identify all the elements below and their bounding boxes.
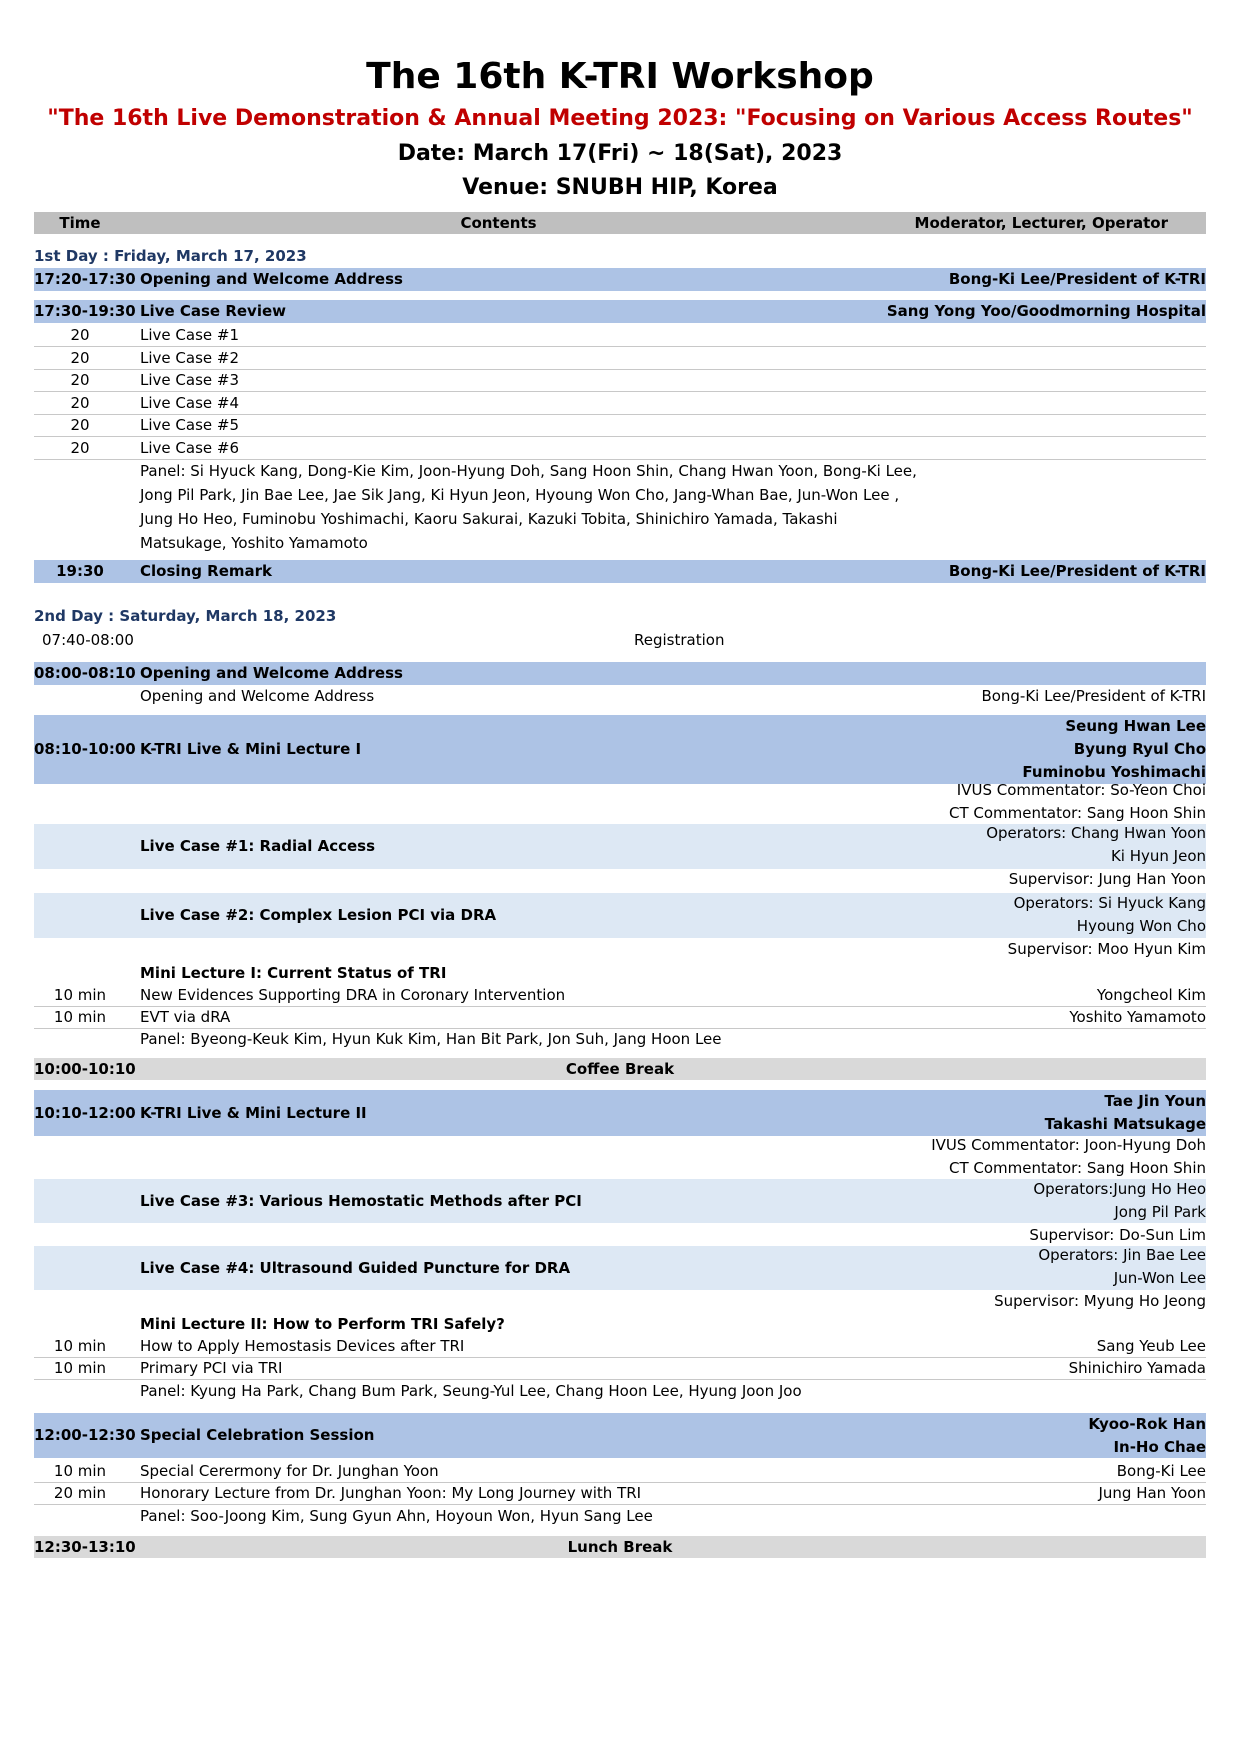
operator: Operators:Jung Ho Heo <box>1033 1180 1206 1198</box>
day1-closing-row <box>34 560 1206 583</box>
session-title: K-TRI Live & Mini Lecture I <box>140 740 362 758</box>
commentator: IVUS Commentator: So-Yeon Choi <box>956 781 1206 799</box>
item-title: Special Cerermony for Dr. Junghan Yoon <box>140 1462 439 1480</box>
case-title: Live Case #4: Ultrasound Guided Puncture for DRA <box>140 1259 571 1277</box>
supervisor: Supervisor: Jung Han Yoon <box>1008 870 1206 888</box>
operators <box>1029 1178 1206 1247</box>
break-title: Lunch Break <box>567 1538 673 1556</box>
moderators <box>1088 1413 1206 1459</box>
duration: 20 <box>70 394 90 412</box>
session-title: Opening and Welcome Address <box>140 270 403 288</box>
table-row <box>34 347 1206 370</box>
commentator: CT Commentator: Sang Hoon Shin <box>949 1159 1206 1177</box>
duration: 20 min <box>53 1484 107 1502</box>
time: 17:20-17:30 <box>34 270 136 288</box>
time: 12:00-12:30 <box>34 1426 136 1444</box>
item-title: Live Case #4 <box>140 394 239 412</box>
session-title: Closing Remark <box>140 562 273 580</box>
operators <box>994 1244 1206 1313</box>
time: 08:00-08:10 <box>34 664 136 682</box>
mini-lecture-title-row <box>34 1313 1206 1335</box>
item-title: Live Case #2 <box>140 349 239 367</box>
table-row <box>34 984 1206 1007</box>
lecturer: Yoshito Yamamoto <box>1069 1008 1206 1026</box>
session-title: Special Celebration Session <box>140 1426 375 1444</box>
day1-label-text: 1st Day : Friday, March 17, 2023 <box>34 247 307 265</box>
lecture-title: New Evidences Supporting DRA in Coronary Intervention <box>140 986 566 1004</box>
time-column-header: Time <box>59 214 101 232</box>
item-title: Live Case #3 <box>140 371 239 389</box>
commentators <box>931 1134 1206 1180</box>
operator: Jong Pil Park <box>1114 1203 1206 1221</box>
lecturer: Sang Yeub Lee <box>1096 1337 1206 1355</box>
person: Bong-Ki Lee/President of K-TRI <box>981 687 1206 705</box>
time: 08:10-10:00 <box>34 740 136 758</box>
item-title: Honorary Lecture from Dr. Junghan Yoon: My Long Journey with TRI <box>140 1484 642 1502</box>
panel-row <box>34 1028 1206 1050</box>
time: 07:40-08:00 <box>42 631 134 649</box>
operator: Operators: Chang Hwan Yoon <box>986 824 1206 842</box>
lecturer: Shinichiro Yamada <box>1068 1359 1206 1377</box>
table-row <box>34 1335 1206 1358</box>
moderator: Takashi Matsukage <box>1044 1115 1206 1133</box>
duration: 20 <box>70 439 90 457</box>
panel-row <box>34 1505 1206 1527</box>
panel-row <box>34 1380 1206 1402</box>
case-title: Live Case #3: Various Hemostatic Methods after PCI <box>140 1192 582 1210</box>
operator: Ki Hyun Jeon <box>1110 847 1206 865</box>
operator: Jun-Won Lee <box>1113 1269 1206 1287</box>
lecture-title: How to Apply Hemostasis Devices after TRI <box>140 1337 465 1355</box>
moderators <box>1022 715 1206 784</box>
day1-label <box>34 246 1206 266</box>
person: Bong-Ki Lee <box>1116 1462 1206 1480</box>
mini-lecture-title: Mini Lecture I: Current Status of TRI <box>140 964 447 982</box>
person: Bong-Ki Lee/President of K-TRI <box>948 270 1206 288</box>
moderator: Tae Jin Youn <box>1104 1092 1206 1110</box>
person: Bong-Ki Lee/President of K-TRI <box>948 562 1206 580</box>
table-row <box>34 685 1206 708</box>
duration: 10 min <box>53 1359 107 1377</box>
item-title: Live Case #1 <box>140 326 239 344</box>
duration: 20 <box>70 416 90 434</box>
table-row <box>34 324 1206 347</box>
table-row <box>34 1460 1206 1483</box>
item-title: Opening and Welcome Address <box>140 687 375 705</box>
item-title: Live Case #6 <box>140 439 239 457</box>
duration: 10 min <box>53 1462 107 1480</box>
session-title: K-TRI Live & Mini Lecture II <box>140 1104 367 1122</box>
lecturer: Yongcheol Kim <box>1096 986 1206 1004</box>
coffee-break-row <box>34 1058 1206 1080</box>
operators <box>1008 892 1206 961</box>
duration: 10 min <box>53 1008 107 1026</box>
day1-opening-row <box>34 268 1206 291</box>
table-row <box>34 392 1206 415</box>
moderators <box>1045 1090 1206 1136</box>
moderator: Kyoo-Rok Han <box>1088 1415 1206 1433</box>
time: 10:10-12:00 <box>34 1104 136 1122</box>
operators <box>986 822 1206 891</box>
supervisor: Supervisor: Do-Sun Lim <box>1029 1226 1206 1244</box>
session-title: Opening and Welcome Address <box>140 664 403 682</box>
day1-panel: Panel: Si Hyuck Kang, Dong-Kie Kim, Joon-Hyung Doh, Sang Hoon Shin, Chang Hwan Yoon, Bong-Ki Lee, Jong Pil Park, Jin Bae Lee, Jae Sik Jang, Ki Hyun Jeon, Hyoung Won Cho, Jang-Whan Bae, Jun-Won Lee , Jung Ho Heo, Fuminobu Yoshimachi, Kaoru Sakurai, Kazuki Tobita, Shinichiro Yamada, Takashi Matsukage, Yoshito Yamamoto <box>140 462 917 552</box>
panel-list: Panel: Soo-Joong Kim, Sung Gyun Ahn, Hoyoun Won, Hyun Sang Lee <box>140 1507 653 1525</box>
contents-column-header: Contents <box>460 214 537 232</box>
day1-review-row <box>34 300 1206 323</box>
duration: 10 min <box>53 1337 107 1355</box>
commentator: CT Commentator: Sang Hoon Shin <box>949 804 1206 822</box>
supervisor: Supervisor: Moo Hyun Kim <box>1007 940 1206 958</box>
operator: Operators: Si Hyuck Kang <box>1013 894 1206 912</box>
commentators <box>949 779 1206 825</box>
panel-list: Panel: Kyung Ha Park, Chang Bum Park, Seung-Yul Lee, Chang Hoon Lee, Hyung Joon Joo <box>140 1382 802 1400</box>
event-venue: Venue: SNUBH HIP, Korea <box>462 175 778 200</box>
day2-label <box>34 606 1206 626</box>
operator: Operators: Jin Bae Lee <box>1038 1246 1206 1264</box>
case-title: Live Case #1: Radial Access <box>140 837 376 855</box>
commentator: IVUS Commentator: Joon-Hyung Doh <box>931 1136 1206 1154</box>
session-title: Registration <box>634 631 725 649</box>
lunch-break-row <box>34 1536 1206 1558</box>
lecture-title: EVT via dRA <box>140 1008 231 1026</box>
mini-lecture-title: Mini Lecture II: How to Perform TRI Safely? <box>140 1315 505 1333</box>
table-header <box>34 212 1206 234</box>
panel-list: Panel: Byeong-Keuk Kim, Hyun Kuk Kim, Han Bit Park, Jon Suh, Jang Hoon Lee <box>140 1030 722 1048</box>
page-title: The 16th K-TRI Workshop <box>366 56 874 97</box>
duration: 10 min <box>53 986 107 1004</box>
table-row <box>34 437 1206 460</box>
item-title: Live Case #5 <box>140 416 239 434</box>
table-row <box>34 1482 1206 1505</box>
supervisor: Supervisor: Myung Ho Jeong <box>994 1292 1206 1310</box>
time: 10:00-10:10 <box>34 1060 136 1078</box>
day2-opening-row <box>34 662 1206 685</box>
case-title: Live Case #2: Complex Lesion PCI via DRA <box>140 906 497 924</box>
duration: 20 <box>70 371 90 389</box>
duration: 20 <box>70 349 90 367</box>
table-row <box>34 414 1206 437</box>
celebration-row <box>34 1413 1206 1458</box>
moderator: Byung Ryul Cho <box>1073 740 1206 758</box>
lecture-title: Primary PCI via TRI <box>140 1359 283 1377</box>
person: Jung Han Yoon <box>1098 1484 1206 1502</box>
session2-row <box>34 1090 1206 1136</box>
day2-label-text: 2nd Day : Saturday, March 18, 2023 <box>34 607 337 625</box>
table-row <box>34 369 1206 392</box>
moderator: Fuminobu Yoshimachi <box>1022 763 1206 781</box>
moderator: Seung Hwan Lee <box>1065 717 1206 735</box>
session1-row <box>34 715 1206 784</box>
time: 12:30-13:10 <box>34 1538 136 1556</box>
session-title: Live Case Review <box>140 302 287 320</box>
event-subtitle: "The 16th Live Demonstration & Annual Meeting 2023: "Focusing on Various Access Routes" <box>47 106 1193 131</box>
table-row <box>34 1357 1206 1380</box>
registration-row <box>34 629 1206 651</box>
duration: 20 <box>70 326 90 344</box>
moderator: In-Ho Chae <box>1113 1438 1206 1456</box>
break-title: Coffee Break <box>565 1060 675 1078</box>
table-row <box>34 1006 1206 1029</box>
time: 17:30-19:30 <box>34 302 136 320</box>
event-date: Date: March 17(Fri) ~ 18(Sat), 2023 <box>397 141 843 166</box>
moderator-column-header: Moderator, Lecturer, Operator <box>914 214 1168 232</box>
mini-lecture-title-row <box>34 962 1206 984</box>
operator: Hyoung Won Cho <box>1076 917 1206 935</box>
person: Sang Yong Yoo/Goodmorning Hospital <box>886 302 1206 320</box>
time: 19:30 <box>56 562 104 580</box>
